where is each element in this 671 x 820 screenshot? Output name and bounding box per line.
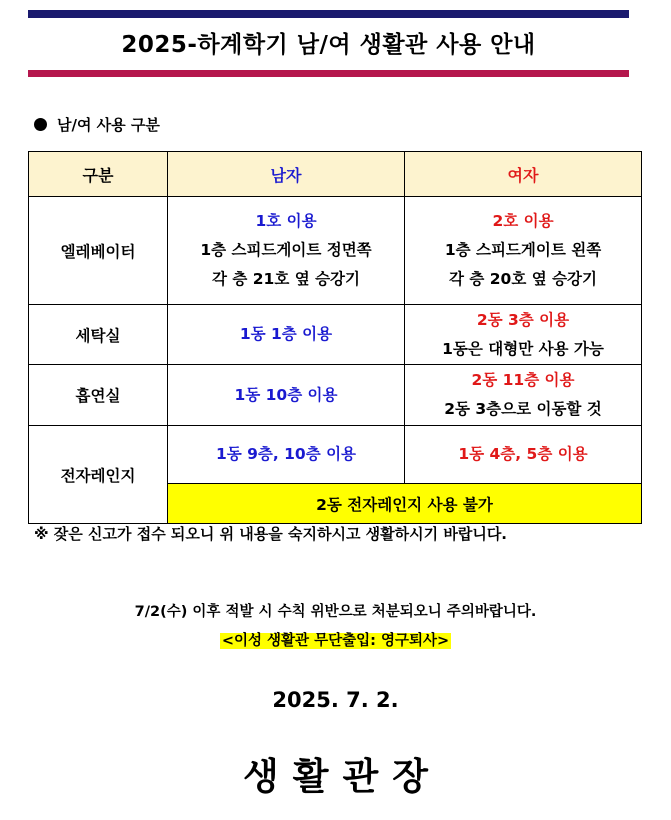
title-top-bar	[28, 10, 629, 18]
category-cell: 전자레인지	[29, 426, 168, 524]
female-cell	[405, 426, 642, 484]
female-detail: 1동은 대형만 사용 가능	[442, 339, 604, 358]
female-main: 2동 3층 이용	[476, 310, 570, 329]
notice-date: 2025. 7. 2.	[272, 688, 399, 712]
male-cell	[168, 426, 405, 484]
male-main: 1동 1층 이용	[239, 325, 333, 343]
male-detail: 각 층 21호 옆 승강기	[212, 270, 360, 288]
table-row-elevator	[29, 197, 642, 305]
warning-highlight-text: <이성 생활관 무단출입: 영구퇴사>	[221, 633, 450, 649]
title-bottom-bar	[28, 70, 629, 77]
category-cell: 엘레베이터	[29, 197, 168, 305]
female-main: 2호 이용	[492, 212, 554, 230]
notice-text: ※ 잦은 신고가 접수 되오니 위 내용을 숙지하시고 생활하시기 바랍니다.	[34, 525, 508, 543]
usage-table	[28, 151, 642, 524]
category-cell: 세탁실	[29, 305, 168, 365]
male-main: 1호 이용	[255, 212, 317, 230]
header-category: 구분	[29, 152, 168, 197]
female-main: 1동 4층, 5층 이용	[458, 445, 588, 463]
female-detail: 2동 3층으로 이동할 것	[444, 400, 602, 418]
female-main: 2동 11층 이용	[471, 371, 575, 389]
page-title: 2025-하계학기 남/여 생활관 사용 안내	[121, 32, 536, 58]
header-female: 여자	[405, 152, 642, 197]
male-main: 1동 10층 이용	[234, 385, 338, 404]
male-detail: 1층 스피드게이트 정면쪽	[200, 241, 372, 259]
male-cell	[168, 365, 405, 426]
male-cell	[168, 197, 405, 305]
bullet-icon	[34, 118, 47, 131]
signature: 생활관장	[243, 755, 442, 798]
table-row-laundry	[29, 305, 642, 365]
shared-notice-cell: 2동 전자레인지 사용 불가	[168, 484, 642, 524]
section-label: 남/여 사용 구분	[57, 116, 160, 134]
female-detail: 1층 스피드게이트 왼쪽	[444, 241, 602, 259]
table-row-microwave	[29, 426, 642, 484]
header-male: 남자	[168, 152, 405, 197]
table-header-row	[29, 152, 642, 197]
warning-text: 7/2(수) 이후 적발 시 수칙 위반으로 처분되오니 주의바랍니다.	[134, 604, 537, 620]
male-cell	[168, 305, 405, 365]
female-cell	[405, 365, 642, 426]
table-row-smoking	[29, 365, 642, 426]
female-cell	[405, 197, 642, 305]
female-detail: 각 층 20호 옆 승강기	[449, 270, 597, 288]
section-heading	[34, 114, 160, 136]
male-main: 1동 9층, 10층 이용	[215, 445, 357, 463]
female-cell	[405, 305, 642, 365]
warning-highlight	[0, 630, 671, 652]
category-cell: 흡연실	[29, 365, 168, 426]
